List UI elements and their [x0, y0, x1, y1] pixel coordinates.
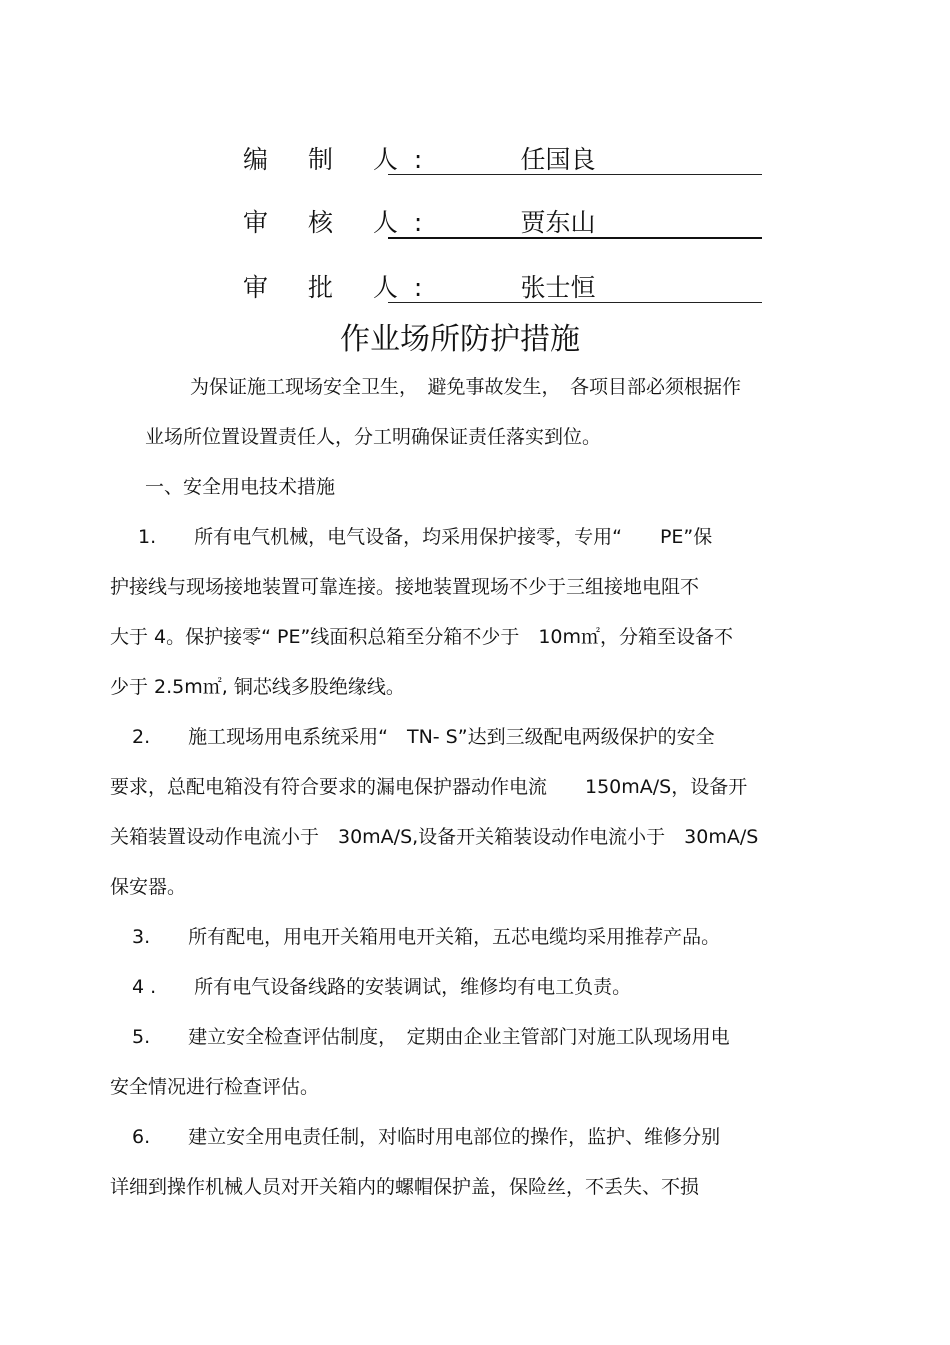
reviewer-label: 审 核 人:: [243, 208, 439, 237]
paragraph-line: 护接线与现场接地装置可靠连接。接地装置现场不少于三组接地电阻不: [110, 576, 700, 598]
paragraph-line: 2. 施工现场用电系统采用“ TN- S”达到三级配电两级保护的安全: [132, 726, 715, 748]
paragraph-line: 5. 建立安全检查评估制度， 定期由企业主管部门对施工队现场用电: [132, 1026, 730, 1048]
paragraph-line: 3. 所有配电，用电开关箱用电开关箱，五芯电缆均采用推荐产品。: [132, 926, 721, 948]
section-heading: 一、安全用电技术措施: [145, 476, 336, 498]
page-title: 作业场所防护措施: [340, 322, 580, 357]
paragraph-line: 6. 建立安全用电责任制，对临时用电部位的操作，监护、维修分别: [132, 1126, 721, 1148]
paragraph-line: 4 . 所有电气设备线路的安装调试，维修均有电工负责。: [132, 976, 632, 998]
reviewer-underline: [388, 237, 762, 239]
approver-label: 审 批 人:: [243, 273, 439, 302]
compiler-label: 编 制 人:: [243, 145, 439, 174]
reviewer-name: 贾东山: [520, 208, 596, 237]
approver-name: 张士恒: [520, 273, 596, 302]
paragraph-line: 业场所位置设置责任人，分工明确保证责任落实到位。: [145, 426, 602, 448]
compiler-underline: [388, 174, 762, 175]
paragraph-line: 大于 4。保护接零“ PE”线面积总箱至分箱不少于 10m㎡，分箱至设备不: [110, 626, 734, 648]
paragraph-line: 1. 所有电气机械，电气设备，均采用保护接零，专用“ PE”保: [138, 526, 713, 548]
approver-underline: [388, 302, 762, 303]
compiler-name: 任国良: [520, 145, 596, 174]
paragraph-line: 要求，总配电箱没有符合要求的漏电保护器动作电流 150mA/S，设备开: [110, 776, 748, 798]
paragraph-line: 保安器。: [110, 876, 187, 898]
paragraph-line: 少于 2.5m㎡, 铜芯线多股绝缘线。: [110, 676, 405, 698]
paragraph-line: 关箱装置设动作电流小于 30mA/S,设备开关箱装设动作电流小于 30mA/S: [110, 826, 759, 848]
paragraph-line: 详细到操作机械人员对开关箱内的螺帽保护盖，保险丝，不丢失、不损: [110, 1176, 700, 1198]
paragraph-line: 为保证施工现场安全卫生， 避免事故发生， 各项目部必须根据作: [190, 376, 742, 398]
paragraph-line: 安全情况进行检查评估。: [110, 1076, 320, 1098]
